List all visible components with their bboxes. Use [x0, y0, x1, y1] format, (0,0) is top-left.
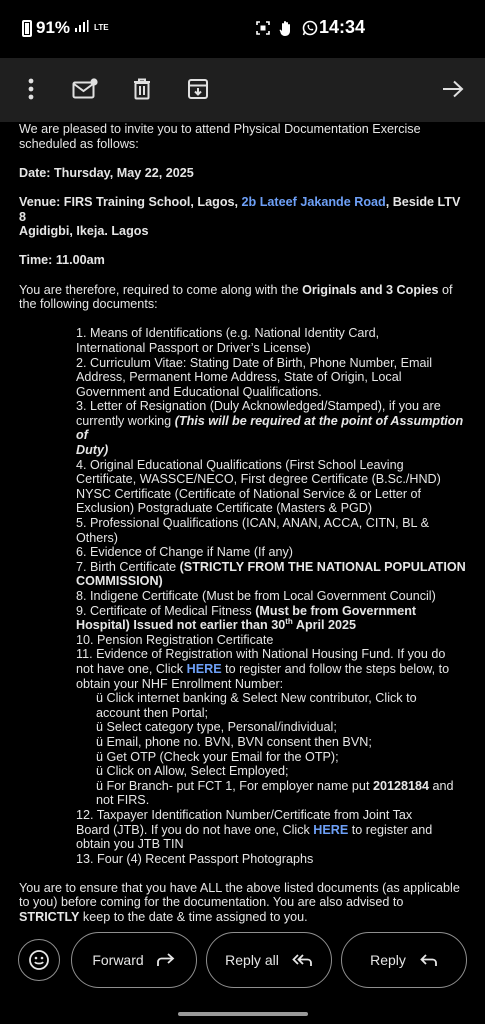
list-item-line: NYSC Certificate (Certificate of National Service & or Letter of [76, 486, 422, 501]
delete-icon[interactable] [127, 74, 157, 104]
list-item-line: Certificate, WASSCE/NECO, First degree Certificate (B.Sc./HND) [76, 472, 441, 487]
event-date: Date: Thursday, May 22, 2025 [19, 165, 194, 180]
whatsapp-icon [302, 20, 318, 41]
list-item [76, 604, 466, 633]
list-item-bold: April 2025 [292, 618, 357, 633]
list-item-line: obtain you JTB TIN [76, 837, 184, 852]
list-item-line: 1. Means of Identifications (e.g. National Identity Card, [76, 326, 380, 341]
battery-icon [22, 20, 32, 37]
forward-icon [156, 952, 176, 968]
nhf-register-link[interactable]: HERE [186, 661, 222, 676]
list-item-line: 13. Four (4) Recent Passport Photographs [76, 851, 314, 866]
list-item-line: Exclusion) Postgraduate Certificate (Masters & PGD) [76, 501, 373, 516]
list-item-line [76, 823, 466, 838]
list-item-line: International Passport or Driver’s License) [76, 340, 311, 355]
required-bold: Originals and 3 Copies [302, 282, 439, 297]
list-item [76, 458, 466, 516]
step-text: and [429, 778, 454, 793]
reply-icon [418, 952, 438, 968]
step-line: account then Portal; [96, 705, 209, 720]
list-item [76, 647, 466, 808]
reply-button[interactable] [341, 932, 467, 988]
required-text: You are therefore, required to come along with the [19, 282, 303, 297]
list-item-line [76, 662, 466, 677]
archive-icon[interactable] [183, 74, 213, 104]
venue-line-1 [19, 195, 466, 224]
closing-line-3 [19, 910, 466, 925]
status-right-icons [256, 20, 318, 41]
required-text-end: of [438, 282, 453, 297]
list-item-line: 4. Original Educational Qualifications (First School Leaving [76, 457, 404, 472]
list-item [76, 808, 466, 852]
screenshot-icon [256, 21, 270, 40]
list-item-text: to register and [348, 822, 433, 837]
email-toolbar [0, 58, 485, 122]
forward-button[interactable] [71, 932, 197, 988]
list-item [76, 399, 466, 457]
list-item-line [76, 414, 466, 443]
more-vert-icon[interactable] [16, 74, 46, 104]
nhf-steps [76, 691, 466, 808]
list-item-line: Government and Educational Qualifications. [76, 384, 322, 399]
reply-label: Reply [370, 952, 406, 968]
list-item-bold: (STRICTLY FROM THE NATIONAL POPULATION [179, 559, 466, 574]
step-line: ü Click on Allow, Select Employed; [96, 764, 289, 779]
reply-all-label: Reply all [225, 952, 279, 968]
employer-code: 20128184 [372, 778, 429, 793]
venue-text-end: , Beside LTV 8 [19, 194, 461, 224]
list-item-line: Others) [76, 530, 118, 545]
list-item-line [76, 574, 466, 589]
list-item-line: 12. Taxpayer Identification Number/Certificate from Joint Tax [76, 807, 413, 822]
gesture-handle[interactable] [178, 1012, 308, 1016]
list-item-emphasis: Duty) [76, 443, 109, 458]
list-item-line [76, 604, 466, 619]
list-item-line: 2. Curriculum Vitae: Stating Date of Birth, Phone Number, Email [76, 355, 433, 370]
clock: 14:34 [319, 17, 366, 37]
list-item-line: 10. Pension Registration Certificate [76, 632, 274, 647]
smiley-icon [28, 949, 50, 971]
step-line: ü Email, phone no. BVN, BVN consent then BVN; [96, 734, 372, 749]
arrow-right-icon[interactable] [438, 74, 468, 104]
list-item [76, 356, 466, 400]
forward-label: Forward [92, 952, 144, 968]
emoji-reaction-button[interactable] [18, 939, 60, 981]
hand-icon [279, 20, 293, 41]
venue-map-link[interactable]: 2b Lateef Jakande Road [241, 194, 386, 209]
network-type: LTE [94, 23, 109, 32]
list-item-line: obtain your NHF Enrollment Number: [76, 676, 284, 691]
list-item-text: Board (JTB). If you do not have one, Click [76, 822, 314, 837]
required-line-1 [19, 283, 466, 298]
list-item [76, 852, 466, 867]
status-left [22, 18, 109, 38]
list-item [76, 589, 466, 604]
list-item-line: 5. Professional Qualifications (ICAN, ANAN, ACCA, CITN, BL & [76, 516, 429, 531]
step-line: not FIRS. [96, 793, 150, 808]
list-item [76, 545, 466, 560]
documents-list [76, 326, 466, 866]
list-item-emphasis: (This will be required at the point of Assumption of [76, 413, 464, 443]
reply-all-button[interactable] [206, 932, 332, 988]
reply-all-icon [291, 952, 313, 968]
closing-text: keep to the date & time assigned to you. [79, 910, 308, 925]
ordinal-suffix: th [285, 617, 293, 626]
step-line: ü Click internet banking & Select New contributor, Click to [96, 691, 417, 706]
jtb-register-link[interactable]: HERE [313, 822, 349, 837]
list-item-bold: Hospital) Issued not earlier than 30 [76, 618, 286, 633]
mark-unread-icon[interactable] [70, 74, 100, 104]
email-body [0, 122, 485, 932]
venue-text: Venue: FIRS Training School, Lagos, [19, 194, 242, 209]
required-line-2: the following documents: [19, 297, 158, 312]
list-item [76, 326, 466, 355]
battery-level: 91% [36, 18, 71, 37]
venue-line-2: Agidigbi, Ikeja. Lagos [19, 224, 149, 239]
list-item-line: 3. Letter of Resignation (Duly Acknowledged/Stamped), if you are [76, 399, 441, 414]
signal-icon [74, 18, 90, 38]
list-item-text: not have one, Click [76, 661, 187, 676]
step-line: ü Get OTP (Check your Email for the OTP); [96, 749, 339, 764]
list-item-bold: (Must be from Government [255, 603, 417, 618]
status-bar [0, 0, 485, 58]
list-item-line: Address, Permanent Home Address, State of Origin, Local [76, 370, 402, 385]
step-text: ü For Branch- put FCT 1, For employer name put [96, 778, 373, 793]
list-item [76, 560, 466, 589]
list-item-line [76, 560, 466, 575]
event-time: Time: 11.00am [19, 253, 105, 268]
list-item-line: 8. Indigene Certificate (Must be from Local Government Council) [76, 589, 436, 603]
list-item-line: 6. Evidence of Change if Name (If any) [76, 545, 294, 560]
list-item [76, 633, 466, 648]
reply-actions-bar [0, 932, 485, 1024]
list-item-bold: COMMISSION) [76, 574, 163, 589]
list-item-text: 9. Certificate of Medical Fitness [76, 603, 256, 618]
list-item-text: currently working [76, 413, 175, 428]
list-item-text: to register and follow the steps below, to [221, 661, 450, 676]
list-item-line: 11. Evidence of Registration with National Housing Fund. If you do [76, 647, 446, 662]
list-item [76, 516, 466, 545]
list-item-line [76, 618, 466, 633]
list-item-line [76, 443, 466, 458]
closing-bold: STRICTLY [19, 910, 80, 925]
step-line: ü Select category type, Personal/individual; [96, 720, 337, 735]
intro-line-1: We are pleased to invite you to attend Physical Documentation Exercise [19, 122, 421, 136]
step-line [96, 779, 466, 794]
closing-line-2: to you) before coming for the documentation. You are also advised to [19, 895, 404, 910]
closing-line-1: You are to ensure that you have ALL the above listed documents (as applicable [19, 880, 460, 895]
list-item-text: 7. Birth Certificate [76, 559, 180, 574]
intro-line-2: scheduled as follows: [19, 136, 139, 151]
